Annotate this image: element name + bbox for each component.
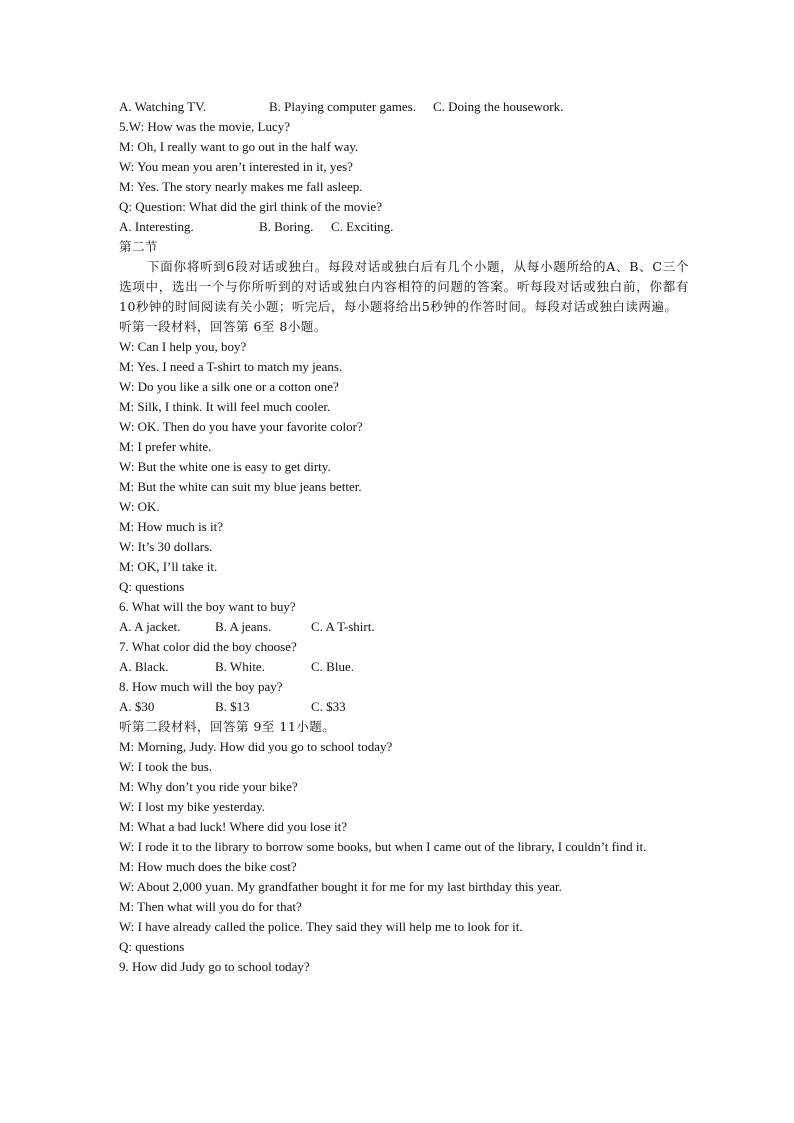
option-b: B. A jeans. <box>215 619 272 634</box>
dialogue-line: W: Can I help you, boy? <box>119 339 247 354</box>
dialogue-line: M: Why don’t you ride your bike? <box>119 779 298 794</box>
dialogue-line: M: How much is it? <box>119 519 223 534</box>
option-b: B. $13 <box>215 699 250 714</box>
dialogue-line-long: W: I rode it to the library to borrow some books, but when I came out of the library, I couldn’t find it. <box>119 839 647 854</box>
option-a: A. Watching TV. <box>119 99 207 114</box>
dialogue-line: M: How much does the bike cost? <box>119 859 297 874</box>
dialogue-line: W: OK. <box>119 499 160 514</box>
q6-options <box>119 617 689 637</box>
document-page <box>119 97 689 977</box>
option-c: C. Doing the housework. <box>433 99 564 114</box>
q8-options <box>119 697 689 717</box>
option-c: C. Blue. <box>311 659 354 674</box>
dialogue-line: M: Then what will you do for that? <box>119 899 302 914</box>
dialogue-line: W: I took the bus. <box>119 759 213 774</box>
dialogue-line: M: Oh, I really want to go out in the half way. <box>119 139 359 154</box>
option-b: B. White. <box>215 659 265 674</box>
option-c: C. A T-shirt. <box>311 619 375 634</box>
dialogue-line: W: Do you like a silk one or a cotton one? <box>119 379 339 394</box>
section-instructions: 下面你将听到6段对话或独白。每段对话或独白后有几个小题，从每小题所给的A、B、C三个选项中，选出一个与你所听到的对话或独白内容相符的问题的答案。听每段对话或独白前，你都有10秒钟的时间阅读有关小题；听完后，每小题将给出5秒钟的作答时间。每段对话或独白读两遍。 <box>119 259 689 314</box>
option-a: A. Black. <box>119 659 169 674</box>
dialogue-line: M: Silk, I think. It will feel much cooler. <box>119 399 331 414</box>
dialogue-line: M: Yes. The story nearly makes me fall asleep. <box>119 179 363 194</box>
question-7: 7. What color did the boy choose? <box>119 639 297 654</box>
dialogue-line: W: You mean you aren’t interested in it, yes? <box>119 159 353 174</box>
option-c: C. $33 <box>311 699 346 714</box>
dialogue-line: M: OK, I’ll take it. <box>119 559 218 574</box>
dialogue-line: W: It’s 30 dollars. <box>119 539 213 554</box>
q5-options <box>119 217 689 237</box>
dialogue-line: W: About 2,000 yuan. My grandfather bought it for me for my last birthday this year. <box>119 879 562 894</box>
option-b: B. Playing computer games. <box>269 99 416 114</box>
material-heading: 听第二段材料，回答第 9至 11小题。 <box>119 719 336 734</box>
option-a: A. $30 <box>119 699 155 714</box>
section-title: 第二节 <box>119 239 159 254</box>
q4-options <box>119 97 689 117</box>
question-line: Q: Question: What did the girl think of the movie? <box>119 199 382 214</box>
q7-options <box>119 657 689 677</box>
material-heading: 听第一段材料，回答第 6至 8小题。 <box>119 319 327 334</box>
option-c: C. Exciting. <box>331 219 394 234</box>
dialogue-line: M: What a bad luck! Where did you lose it? <box>119 819 348 834</box>
option-a: A. A jacket. <box>119 619 181 634</box>
question-line: Q: questions <box>119 939 185 954</box>
dialogue-line: M: But the white can suit my blue jeans better. <box>119 479 362 494</box>
option-a: A. Interesting. <box>119 219 194 234</box>
question-6: 6. What will the boy want to buy? <box>119 599 296 614</box>
dialogue-line: W: I have already called the police. They said they will help me to look for it. <box>119 919 523 934</box>
option-b: B. Boring. <box>259 219 314 234</box>
dialogue-line: M: Yes. I need a T-shirt to match my jeans. <box>119 359 343 374</box>
dialogue-line: W: OK. Then do you have your favorite color? <box>119 419 363 434</box>
question-9: 9. How did Judy go to school today? <box>119 959 310 974</box>
dialogue-line: W: I lost my bike yesterday. <box>119 799 265 814</box>
dialogue-line: M: I prefer white. <box>119 439 212 454</box>
dialogue-line: W: But the white one is easy to get dirty. <box>119 459 331 474</box>
question-line: Q: questions <box>119 579 185 594</box>
dialogue-line: 5.W: How was the movie, Lucy? <box>119 119 290 134</box>
question-8: 8. How much will the boy pay? <box>119 679 283 694</box>
dialogue-line: M: Morning, Judy. How did you go to school today? <box>119 739 393 754</box>
